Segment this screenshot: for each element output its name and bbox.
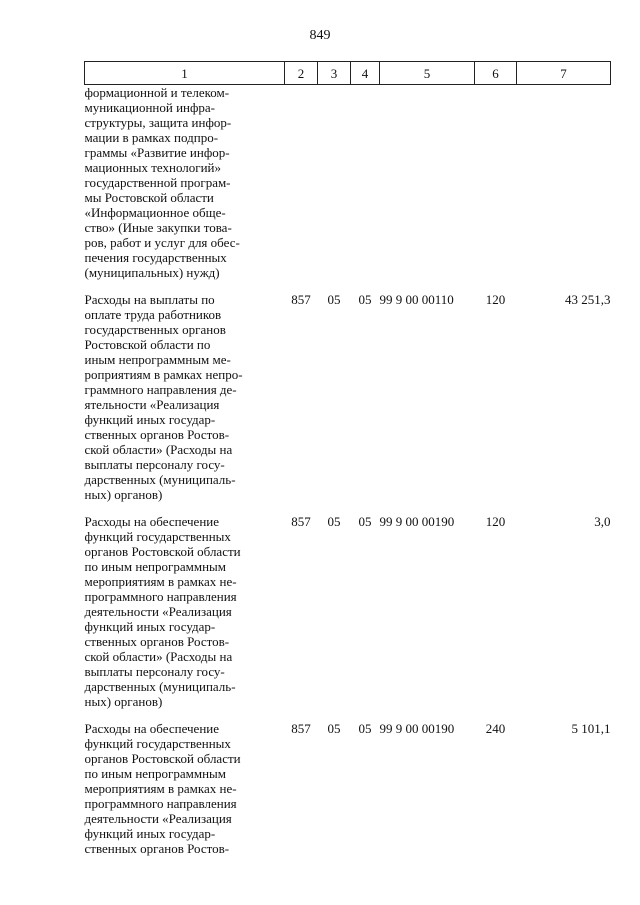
description-line: ров, работ и услуг для обес- <box>84 235 240 250</box>
page-number: 849 <box>309 28 331 43</box>
description-line: «Информационное обще- <box>84 205 226 220</box>
expense-type-cell: 240 <box>485 721 506 736</box>
column-header-2: 2 <box>285 62 318 85</box>
column-header-6: 6 <box>475 62 517 85</box>
table-row <box>85 709 611 856</box>
subsection-cell: 05 <box>358 292 372 307</box>
description-line: ных) органов) <box>84 487 163 502</box>
description-line: выплаты персоналу госу- <box>84 664 225 679</box>
description-cell <box>85 502 285 709</box>
description-line: Расходы на выплаты по <box>84 292 215 307</box>
description-line: ственных органов Ростов- <box>84 634 230 649</box>
description-line: граммного направления де- <box>84 382 237 397</box>
section-cell: 05 <box>327 514 341 529</box>
description-line: государственных органов <box>84 322 226 337</box>
description-line: роприятиям в рамках непро- <box>84 367 243 382</box>
amount-cell <box>517 85 611 281</box>
column-header-5: 5 <box>380 62 475 85</box>
description-line: ство» (Иные закупки това- <box>84 220 232 235</box>
description-line: (муниципальных) нужд) <box>84 265 220 280</box>
description-line: дарственных (муниципаль- <box>84 472 236 487</box>
description-line: печения государственных <box>84 250 227 265</box>
description-line: дарственных (муниципаль- <box>84 679 236 694</box>
description-line: функций государственных <box>84 736 231 751</box>
target-article-cell: 99 9 00 00190 <box>379 514 455 529</box>
target-article-cell: 99 9 00 00190 <box>379 721 455 736</box>
description-line: функций иных государ- <box>84 619 216 634</box>
target-article-cell: 99 9 00 00110 <box>379 292 454 307</box>
column-header-4: 4 <box>351 62 380 85</box>
column-header-1: 1 <box>85 62 285 85</box>
budget-table <box>84 61 611 856</box>
description-cell <box>85 709 285 856</box>
column-header-7: 7 <box>517 62 611 85</box>
grbs-cell <box>285 85 318 281</box>
table-row <box>85 280 611 502</box>
subsection-cell: 05 <box>358 721 372 736</box>
column-header-3: 3 <box>318 62 351 85</box>
column-header-row <box>85 62 611 85</box>
description-line: ской области» (Расходы на <box>84 649 233 664</box>
description-line: Расходы на обеспечение <box>84 514 220 529</box>
description-line: мационных технологий» <box>84 160 222 175</box>
section-cell: 05 <box>327 292 341 307</box>
description-line: структуры, защита инфор- <box>84 115 232 130</box>
section-cell: 05 <box>327 721 341 736</box>
expense-type-cell: 120 <box>485 514 506 529</box>
description-line: программного направления <box>84 796 237 811</box>
description-line: функций государственных <box>84 529 231 544</box>
description-line: ных) органов) <box>84 694 163 709</box>
description-line: муникационной инфра- <box>84 100 216 115</box>
grbs-cell: 857 <box>291 721 311 736</box>
table-row <box>85 85 611 281</box>
description-line: государственной програм- <box>84 175 231 190</box>
description-line: выплаты персоналу госу- <box>84 457 225 472</box>
table-body <box>85 85 611 857</box>
description-line: мероприятиям в рамках не- <box>84 574 237 589</box>
description-line: граммы «Развитие инфор- <box>84 145 230 160</box>
description-line: ской области» (Расходы на <box>84 442 233 457</box>
description-line: оплате труда работников <box>84 307 222 322</box>
description-line: формационной и телеком- <box>84 85 230 100</box>
target-article-cell <box>380 85 475 281</box>
description-line: Ростовской области по <box>84 337 211 352</box>
description-line: ственных органов Ростов- <box>84 427 230 442</box>
subsection-cell <box>351 85 380 281</box>
description-line: органов Ростовской области <box>84 544 241 559</box>
description-line: иным непрограммным ме- <box>84 352 231 367</box>
description-line: мации в рамках подпро- <box>84 130 219 145</box>
subsection-cell: 05 <box>358 514 372 529</box>
amount-cell: 43 251,3 <box>565 292 611 307</box>
amount-cell: 5 101,1 <box>571 721 611 736</box>
amount-cell: 3,0 <box>594 514 611 529</box>
description-line: деятельности «Реализация <box>84 811 232 826</box>
description-line: ятельности «Реализация <box>84 397 220 412</box>
description-cell <box>85 280 285 502</box>
section-cell <box>318 85 351 281</box>
description-line: функций иных государ- <box>84 826 216 841</box>
description-line: мероприятиям в рамках не- <box>84 781 237 796</box>
expense-type-cell: 120 <box>485 292 506 307</box>
description-line: органов Ростовской области <box>84 751 241 766</box>
table-row <box>85 502 611 709</box>
description-line: мы Ростовской области <box>84 190 214 205</box>
description-line: программного направления <box>84 589 237 604</box>
description-line: Расходы на обеспечение <box>84 721 220 736</box>
description-cell <box>85 85 285 281</box>
description-line: функций иных государ- <box>84 412 216 427</box>
description-line: ственных органов Ростов- <box>84 841 230 856</box>
description-line: деятельности «Реализация <box>84 604 232 619</box>
grbs-cell: 857 <box>291 292 311 307</box>
description-line: по иным непрограммным <box>84 766 226 781</box>
expense-type-cell <box>475 85 517 281</box>
grbs-cell: 857 <box>291 514 311 529</box>
description-line: по иным непрограммным <box>84 559 226 574</box>
